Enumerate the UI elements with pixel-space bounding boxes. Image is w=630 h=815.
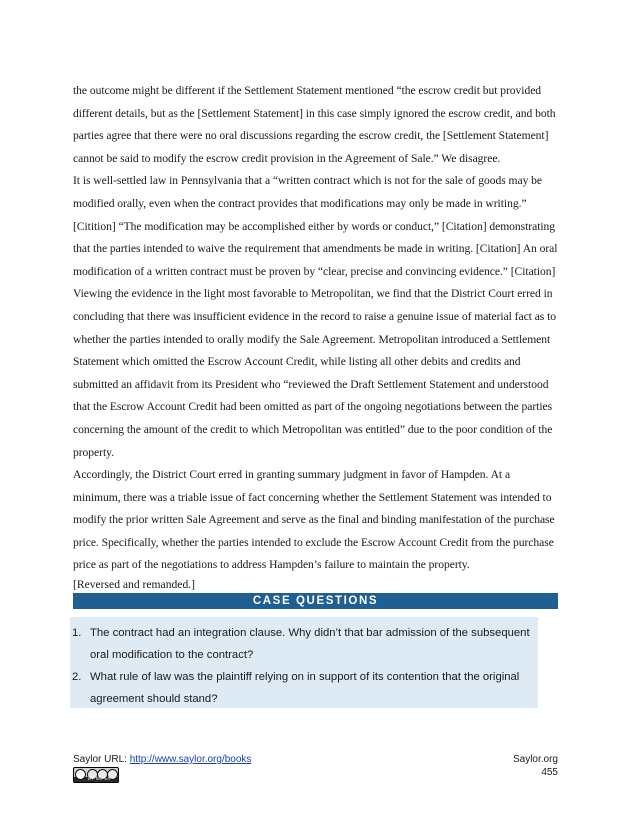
footer-source (73, 753, 251, 766)
question-text: The contract had an integration clause. Why didn’t that bar admission of the subsequent oral modification to the contract? (90, 627, 530, 661)
question-item (70, 666, 538, 710)
body-paragraph: Accordingly, the District Court erred in granting summary judgment in favor of Hampden. At a minimum, there was a triable issue of fact concerning whether the Settlement Statement was intended to modify the prior written Sale Agreement and serve as the final and binding manifestation of the purchase price. Specifically, whether the parties intended to exclude the Escrow Account Credit from the purchase price as part of the negotiations to address Hampden’s failure to maintain the property. (73, 468, 555, 572)
body-paragraph: the outcome might be different if the Settlement Statement mentioned “the escrow credit but provided different details, but as the [Settlement Statement] in this case simply ignored the escrow credit, and both parties agree that there were no oral discussions regarding the escrow credit, the [Settlement Statement] cannot be said to modify the escrow credit provision in the Agreement of Sale.” We disagree. (73, 84, 556, 165)
question-item (70, 622, 538, 666)
body-paragraph: It is well-settled law in Pennsylvania that a “written contract which is not for the sale of goods may be modified orally, even when the contract provides that modifications may only be made in writing.” [Citition] “The modification may be accomplished either by words or conduct,” [Citation] demonstrating that the parties intended to waive the requirement that amendments be made in writing. [Citation] An oral modification of a written contract must be proven by “clear, precise and convincing evidence.” [Citation] Viewing the evidence in the light most favorable to Metropolitan, we find that the District Court erred in concluding that there was insufficient evidence in the record to raise a genuine issue of material fact as to whether the parties intended to orally modify the Sale Agreement. Metropolitan introduced a Settlement Statement which omitted the Escrow Account Credit, while listing all other debits and credits and submitted an affidavit from its President who “reviewed the Draft Settlement Statement and understood that the Escrow Account Credit had been omitted as part of the ongoing negotiations between the parties concerning the amount of the credit to which Metropolitan was entitled” due to the poor condition of the property. (73, 174, 558, 459)
footer-url-label: Saylor URL: (73, 754, 130, 765)
case-questions-heading: CASE QUESTIONS (73, 593, 558, 609)
main-body-text (73, 80, 558, 577)
question-text: What rule of law was the plaintiff relying on in support of its contention that the original agreement should stand? (90, 671, 520, 705)
footer-url-link[interactable]: http://www.saylor.org/books (129, 754, 252, 765)
question-number: 1. (72, 627, 82, 639)
question-number: 2. (72, 671, 82, 683)
case-questions-box (70, 617, 538, 708)
footer-right (513, 753, 558, 779)
license-badge-text: BY NC SA (88, 776, 111, 781)
footer-site: Saylor.org (512, 754, 558, 765)
page-number: 455 (541, 767, 558, 778)
remand-line: [Reversed and remanded.] (73, 578, 196, 591)
creative-commons-license-icon[interactable] (73, 767, 119, 783)
